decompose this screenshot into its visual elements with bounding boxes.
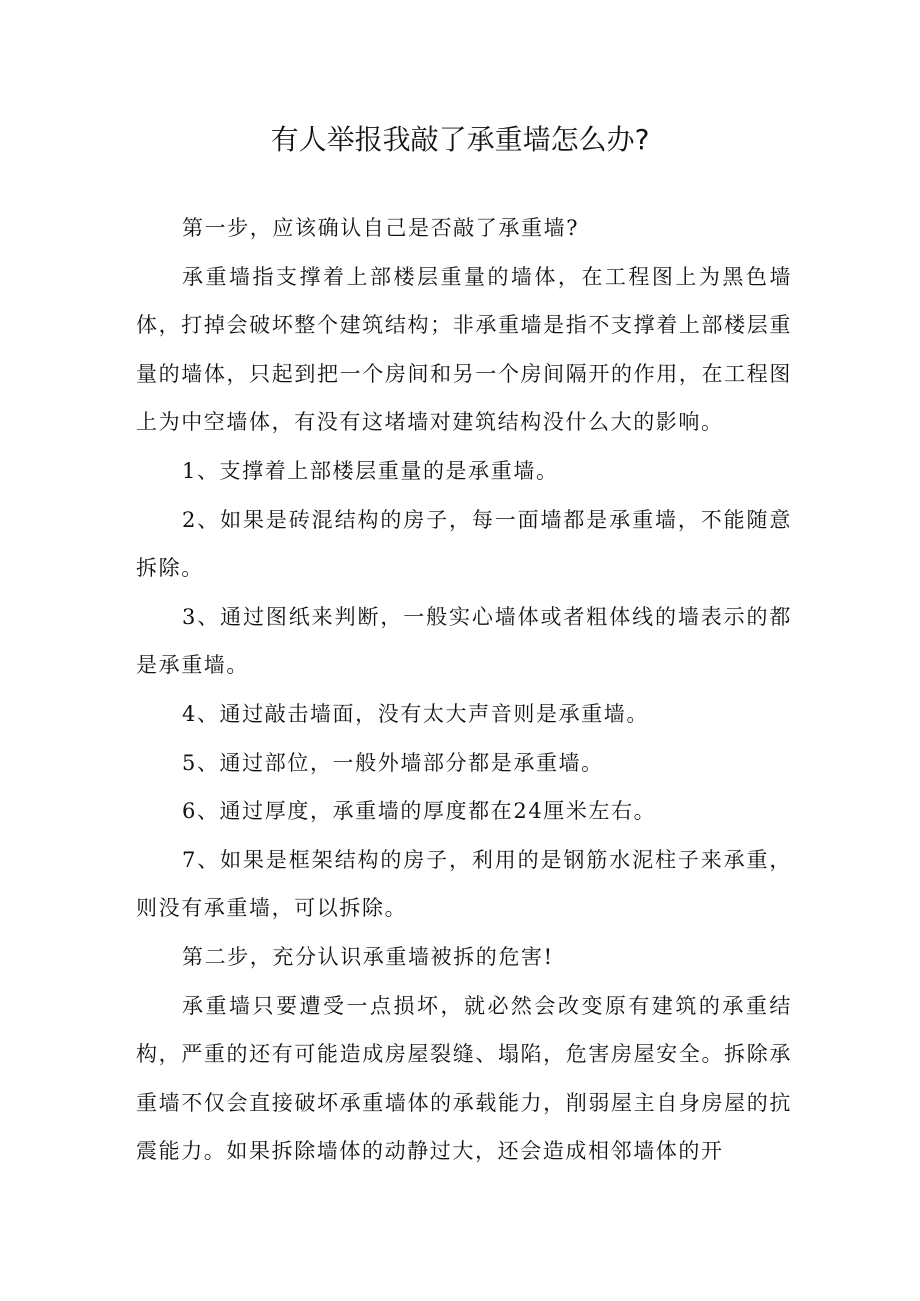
paragraph-hazards: 承重墙只要遭受一点损坏，就必然会改变原有建筑的承重结构，严重的还有可能造成房屋裂缝、塌陷，危害房屋安全。拆除承重墙不仅会直接破坏承重墙体的承载能力，削弱屋主自身房屋的抗震能力。如果拆除墙体的动静过大，还会造成相邻墙体的开	[136, 993, 792, 1164]
paragraph-item-3: 3、通过图纸来判断，一般实心墙体或者粗体线的墙表示的都是承重墙。	[136, 604, 792, 678]
document-body	[136, 204, 792, 1176]
paragraph-item-1: 1、支撑着上部楼层重量的是承重墙。	[182, 458, 559, 483]
paragraph-item-7: 7、如果是框架结构的房子，利用的是钢筋水泥柱子来承重，则没有承重墙，可以拆除。	[136, 847, 792, 921]
document-title: 有人举报我敲了承重墙怎么办?	[270, 123, 650, 156]
paragraph-step-two-heading: 第二步，充分认识承重墙被拆的危害!	[182, 944, 554, 969]
paragraph-definition: 承重墙指支撑着上部楼层重量的墙体，在工程图上为黑色墙体，打掉会破坏整个建筑结构；非承重墙是指不支撑着上部楼层重量的墙体，只起到把一个房间和另一个房间隔开的作用，在工程图上为中空墙体，有没有这堵墙对建筑结构没什么大的影响。	[136, 264, 792, 435]
paragraph-item-6: 6、通过厚度，承重墙的厚度都在24厘米左右。	[182, 799, 657, 824]
paragraph-item-5: 5、通过部位，一般外墙部分都是承重墙。	[182, 750, 604, 775]
paragraph-item-2: 2、如果是砖混结构的房子，每一面墙都是承重墙，不能随意拆除。	[136, 507, 792, 581]
paragraph-step-one-heading: 第一步，应该确认自己是否敲了承重墙?	[182, 216, 580, 240]
paragraph-item-4: 4、通过敲击墙面，没有太大声音则是承重墙。	[182, 701, 649, 726]
